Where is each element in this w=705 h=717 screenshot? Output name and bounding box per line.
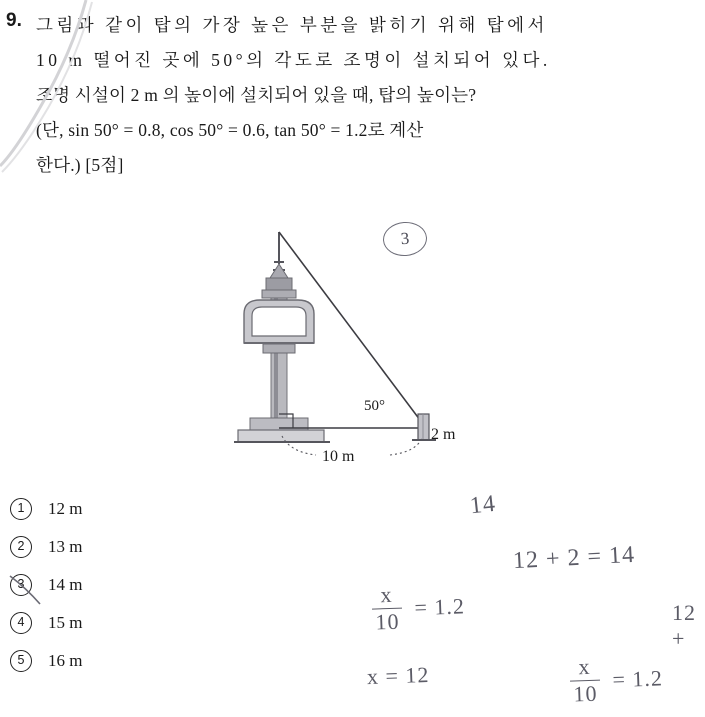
choice-2-label: 13 m [48,537,83,556]
choice-1-label: 12 m [48,499,83,518]
choice-1-mark: 1 [10,498,32,520]
equation-2-rhs: = 1.2 [612,664,664,692]
tower-diagram-svg [230,218,490,478]
answer-choices [10,490,82,680]
stem-line-1: 그림과 같이 탑의 가장 높은 부분을 밝히기 위해 탑에서 [36,15,548,35]
question-number: 9. [6,10,22,31]
choice-3[interactable] [10,566,82,604]
question-stem [36,8,696,183]
choice-2-mark: 2 [10,536,32,558]
fraction-1-numerator: x [380,581,393,608]
circled-answer-mark: 3 [382,221,428,258]
choice-2[interactable] [10,528,82,566]
equation-1-rhs: = 1.2 [414,592,466,620]
handwritten-sum: 12 + 2 = 14 [512,541,636,575]
stem-line-3: 조명 시설이 2 m 의 높이에 설치되어 있을 때, 탑의 높이는? [36,85,477,105]
fraction-2-numerator: x [578,653,591,680]
choice-4-label: 15 m [48,613,83,632]
stem-line-4: (단, sin 50° = 0.8, cos 50° = 0.6, tan 50° = 1.2로 계산 [36,120,424,140]
handwritten-result: 14 [468,490,498,520]
handwritten-partial: 12 + [672,600,696,651]
angle-label: 50° [364,398,385,414]
choice-3-mark: 3 [10,574,32,596]
choice-4[interactable] [10,604,82,642]
choice-1[interactable] [10,490,82,528]
choice-3-label: 14 m [48,575,83,594]
choice-4-mark: 4 [10,612,32,634]
fraction-2-denominator: 10 [573,680,598,707]
choice-5-mark: 5 [10,650,32,672]
base-length-label: 10 m [322,448,355,465]
choice-5-label: 16 m [48,651,83,670]
handwritten-equation-2 [569,653,664,705]
handwritten-equation-1 [371,581,466,633]
handwritten-fraction-1 [371,581,403,635]
handwritten-fraction-2 [569,653,601,707]
handwritten-solution: x = 12 [366,661,430,690]
lamp-height-label: 2 m [431,426,456,443]
choice-5[interactable] [10,642,82,680]
stem-line-5: 한다.) [5점] [36,155,124,175]
stem-line-2: 10 m 떨어진 곳에 50°의 각도로 조명이 설치되어 있다. [36,50,551,70]
tower-diagram [230,218,490,478]
fraction-1-denominator: 10 [375,608,400,635]
